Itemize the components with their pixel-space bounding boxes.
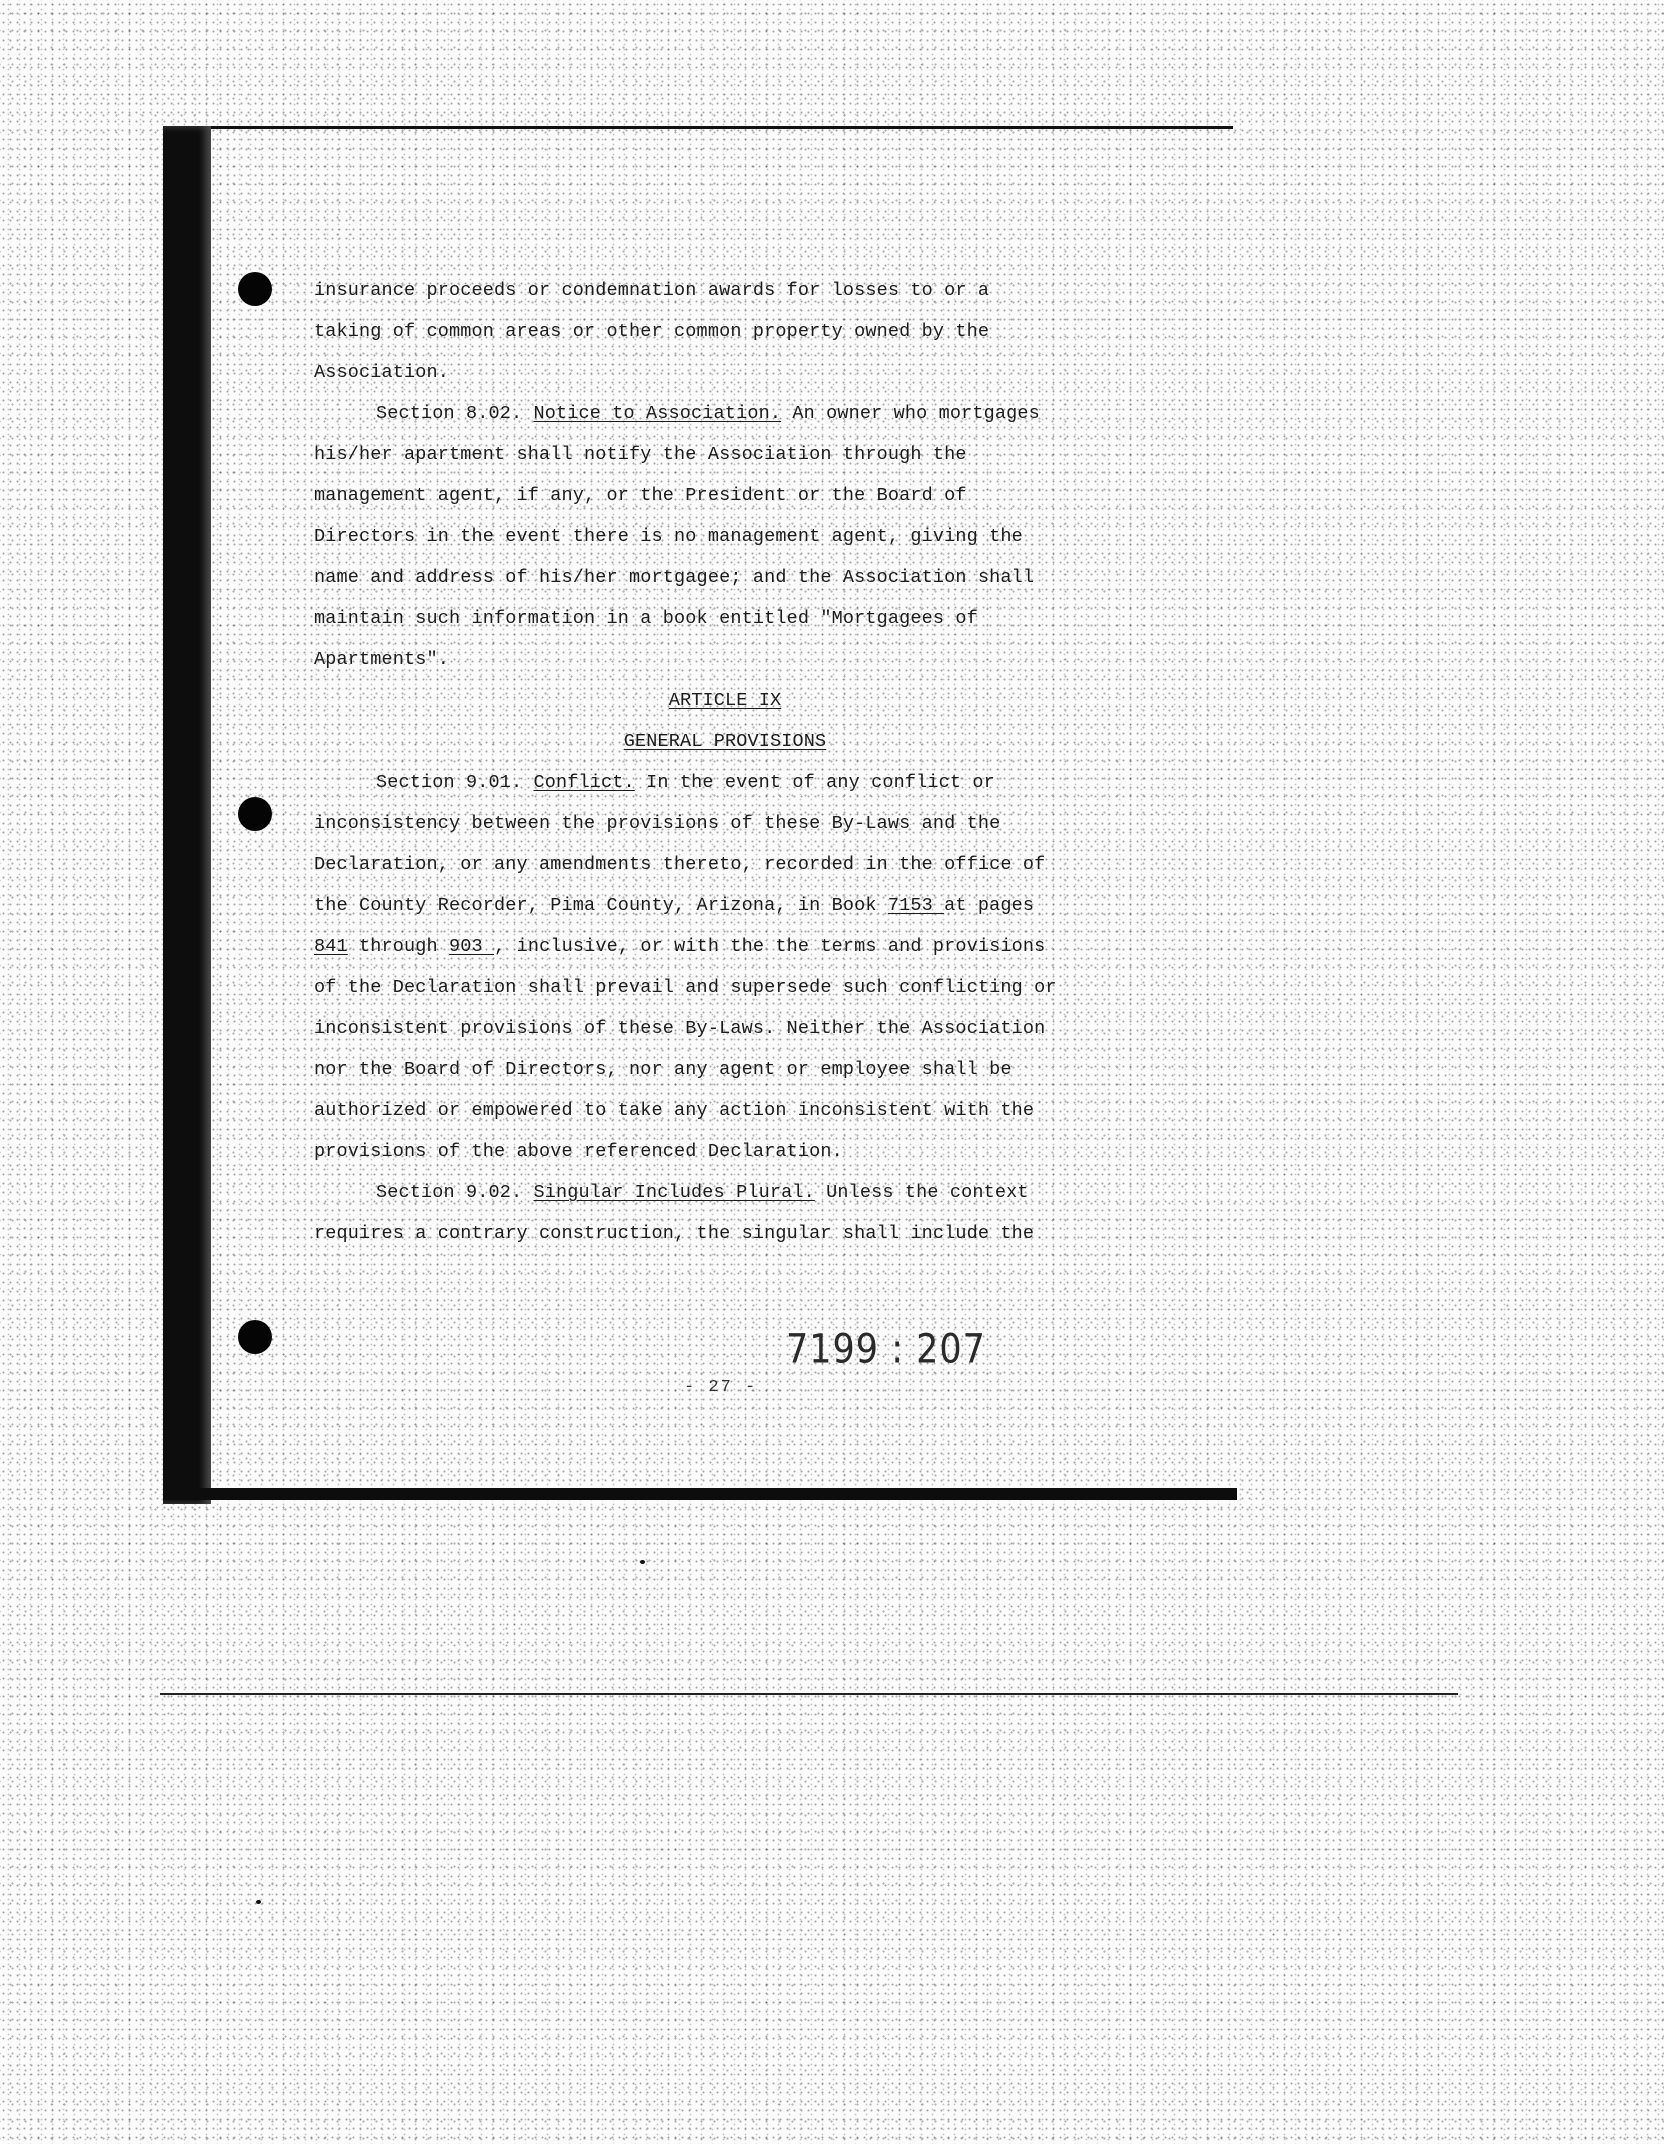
text-span: provisions of the above referenced Declaration. [314,1141,843,1162]
underlined-text: 903 [449,936,495,957]
underlined-text: 7153 [887,895,945,916]
binder-hole-middle [238,797,272,831]
underlined-text: ARTICLE IX [668,690,782,711]
text-span: through [347,936,450,957]
text-line [314,1008,1136,1049]
text-span: requires a contrary construction, the singular shall include the [314,1223,1035,1244]
text-line [314,844,1136,885]
text-span: inconsistency between the provisions of these By-Laws and the [314,813,1001,834]
underlined-text: Notice to Association. [533,403,782,424]
text-span: taking of common areas or other common property owned by the [314,321,990,342]
text-span: An owner who mortgages [781,403,1040,424]
text-span: his/her apartment shall notify the Association through the [314,444,967,465]
text-line [314,967,1136,1008]
text-line [314,475,1136,516]
text-span: , inclusive, or with the the terms and provisions [494,936,1046,957]
text-span: insurance proceeds or condemnation awards for losses to or a [314,280,990,301]
text-span: In the event of any conflict or [634,772,995,793]
text-line [314,311,1136,352]
text-line [314,803,1136,844]
frame-left-border [163,126,211,1504]
recording-stamp: 7199 : 207 [786,1327,986,1373]
text-span: the County Recorder, Pima County, Arizona, in Book [314,895,888,916]
text-line [314,557,1136,598]
text-span: authorized or empowered to take any action inconsistent with the [314,1100,1035,1121]
text-line [314,434,1136,475]
text-span: Apartments". [314,649,450,670]
text-span: inconsistent provisions of these By-Laws. Neither the Association [314,1018,1046,1039]
text-span: Directors in the event there is no management agent, giving the [314,526,1023,547]
text-span: maintain such information in a book entitled "Mortgagees of [314,608,978,629]
underlined-text: GENERAL PROVISIONS [623,731,827,752]
text-line [314,352,1136,393]
text-span: Association. [314,362,450,383]
text-line [314,393,1136,434]
text-line [314,1172,1136,1213]
binder-hole-top [238,272,272,306]
text-span: nor the Board of Directors, nor any agent or employee shall be [314,1059,1012,1080]
text-line [314,598,1136,639]
text-line [314,885,1136,926]
text-span: management agent, if any, or the President or the Board of [314,485,967,506]
body-text [314,270,1136,1254]
text-span: Declaration, or any amendments thereto, recorded in the office of [314,854,1046,875]
text-span: name and address of his/her mortgagee; and the Association shall [314,567,1035,588]
text-line [314,926,1136,967]
text-span: Section 9.01. [376,772,534,793]
frame-top-border [165,126,1233,129]
lower-rule-line [160,1693,1458,1695]
text-line [314,1090,1136,1131]
binder-hole-bottom [238,1320,272,1354]
frame-bottom-border [163,1488,1237,1500]
text-line [314,639,1136,680]
text-span: of the Declaration shall prevail and supersede such conflicting or [314,977,1057,998]
text-line [314,270,1136,311]
text-span: Unless the context [814,1182,1029,1203]
text-span: Section 9.02. [376,1182,534,1203]
scan-speck [256,1900,261,1904]
text-line [314,1213,1136,1254]
text-line [314,680,1136,721]
text-span: at pages [944,895,1035,916]
underlined-text: Conflict. [533,772,635,793]
scan-speck [640,1560,645,1564]
text-line [314,721,1136,762]
page-number: - 27 - [684,1378,758,1397]
text-span: Section 8.02. [376,403,534,424]
text-line [314,1131,1136,1172]
underlined-text: Singular Includes Plural. [533,1182,815,1203]
text-line [314,1049,1136,1090]
text-line [314,516,1136,557]
underlined-text: 841 [314,936,348,957]
text-line [314,762,1136,803]
